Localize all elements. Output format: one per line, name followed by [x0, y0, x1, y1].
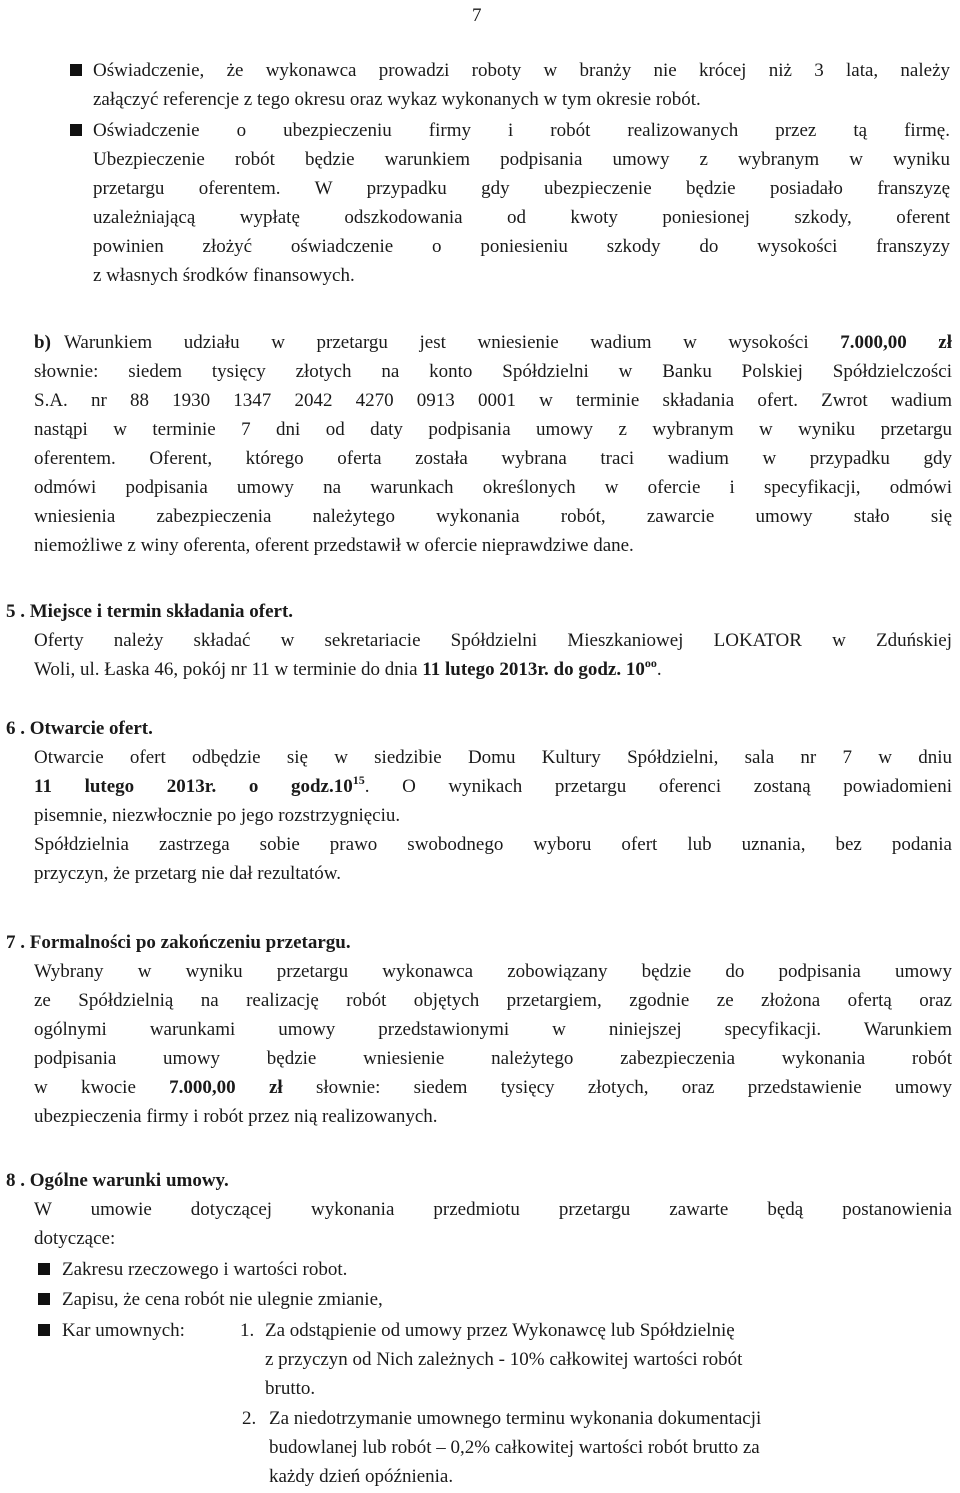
bullet-item-scope: Zakresu rzeczowego i wartości robot.	[62, 1259, 348, 1280]
bullet-square-icon	[38, 1293, 50, 1305]
text-line: podpisania umowy będzie wniesienie należytego zabezpieczenia wykonania robót	[34, 1048, 952, 1069]
kar-label: Kar umownych:	[62, 1320, 185, 1341]
section-7-line5-prefix: w kwocie	[34, 1077, 136, 1098]
section-7	[6, 928, 952, 1131]
text-line: brutto.	[265, 1378, 316, 1399]
section-6	[6, 714, 952, 888]
section-5-line2-end: .	[656, 659, 662, 680]
text-line: nastąpi w terminie 7 dni od daty podpisania umowy z wybranym w wyniku przetargu	[34, 419, 952, 440]
text-line: Wybrany w wyniku przetargu wykonawca zobowiązany będzie do podpisania umowy	[34, 961, 952, 982]
opening-date: 11 lutego 2013r. o godz.10	[34, 776, 353, 797]
text-line: Za odstąpienie od umowy przez Wykonawcę lub Spółdzielnię	[265, 1320, 735, 1341]
text-line: ze Spółdzielnią na realizację robót objętych przetargiem, zgodnie ze złożona ofertą oraz	[34, 990, 952, 1011]
wadium-amount: 7.000,00 zł	[840, 332, 952, 353]
text-line	[34, 772, 952, 801]
text-line: każdy dzień opóźnienia.	[269, 1466, 454, 1487]
kar-item-number: 2.	[242, 1408, 257, 1429]
text-line: Ubezpieczenie robót będzie warunkiem podpisania umowy z wybranym w wyniku	[93, 149, 950, 170]
text-line: powinien złożyć oświadczenie o poniesieniu szkody do wysokości franszyzy	[93, 236, 950, 257]
text-line: słownie: siedem tysięcy złotych na konto Spółdzielni w Banku Polskiej Spółdzielczości	[34, 361, 952, 382]
text-line: dotyczące:	[34, 1228, 116, 1249]
text-line: W umowie dotyczącej wykonania przedmiotu przetargu zawarte będą postanowienia	[34, 1199, 952, 1220]
section-7-heading: 7 . Formalności po zakończeniu przetargu.	[6, 932, 351, 953]
kar-item	[265, 1316, 925, 1403]
security-amount: 7.000,00 zł	[169, 1077, 283, 1098]
opening-minutes: 15	[352, 773, 365, 787]
kar-item-number: 1.	[240, 1320, 255, 1341]
text-line: uzależniającą wypłatę odszkodowania od kwoty poniesionej szkody, oferent	[93, 207, 950, 228]
text-line: S.A. nr 88 1930 1347 2042 4270 0913 0001 w terminie składania ofert. Zwrot wadium	[34, 390, 952, 411]
section-5	[6, 597, 952, 684]
text-line: ogólnymi warunkami umowy przedstawionymi w niniejszej specyfikacji. Warunkiem	[34, 1019, 952, 1040]
text-line: Oferty należy składać w sekretariacie Spółdzielni Mieszkaniowej LOKATOR w Zduńskiej	[34, 630, 952, 651]
bullet-square-icon	[70, 124, 82, 136]
text-line: z przyczyn od Nich zależnych - 10% całkowitej wartości robót	[265, 1349, 743, 1370]
text-line: budowlanej lub robót – 0,2% całkowitej wartości robót brutto za	[269, 1437, 760, 1458]
text-line: przetargu oferentem. W przypadku gdy ubezpieczenie będzie posiadało franszyzę	[93, 178, 950, 199]
section-8	[6, 1166, 952, 1253]
text-line: przyczyn, że przetarg nie dał rezultatów.	[34, 863, 342, 884]
text-line: pisemnie, niezwłocznie po jego rozstrzygnięciu.	[34, 805, 401, 826]
page-number: 7	[472, 5, 482, 26]
deadline-minutes: oo	[644, 656, 657, 670]
section-6-line2-rest: . O wynikach przetargu oferenci zostaną powiadomieni	[364, 776, 953, 797]
text-line	[34, 328, 952, 357]
section-b	[34, 328, 952, 560]
text-line: Otwarcie ofert odbędzie się w siedzibie Domu Kultury Spółdzielni, sala nr 7 w dniu	[34, 747, 952, 768]
text-line: Oświadczenie, że wykonawca prowadzi roboty w branży nie krócej niż 3 lata, należy	[93, 60, 950, 81]
section-8-heading: 8 . Ogólne warunki umowy.	[6, 1170, 229, 1191]
bullet-square-icon	[70, 64, 82, 76]
bullet-item-price: Zapisu, że cena robót nie ulegnie zmianie,	[62, 1289, 383, 1310]
bullet-item-insurance	[93, 116, 950, 290]
text-line: odmówi podpisania umowy na warunkach określonych w ofercie i specyfikacji, odmówi	[34, 477, 952, 498]
text-line	[34, 1073, 952, 1102]
text-line: Oświadczenie o ubezpieczeniu firmy i robót realizowanych przez tą firmę.	[93, 120, 950, 141]
text-line: oferentem. Oferent, którego oferta została wybrana traci wadium w przypadku gdy	[34, 448, 952, 469]
section-b-marker: b)	[34, 332, 51, 353]
text-line: załączyć referencje z tego okresu oraz wykaz wykonanych w tym okresie robót.	[93, 89, 701, 110]
text-line: Za niedotrzymanie umownego terminu wykonania dokumentacji	[269, 1408, 762, 1429]
deadline-date: 11 lutego 2013r. do godz. 10	[422, 659, 645, 680]
text-line: Spółdzielnia zastrzega sobie prawo swobodnego wyboru ofert lub uznania, bez podania	[34, 834, 952, 855]
section-6-heading: 6 . Otwarcie ofert.	[6, 718, 153, 739]
text-line: niemożliwe z winy oferenta, oferent przedstawił w ofercie nieprawdziwe dane.	[34, 535, 634, 556]
section-5-line2-prefix: Woli, ul. Łaska 46, pokój nr 11 w terminie do dnia	[34, 659, 418, 680]
text-line: ubezpieczenia firmy i robót przez nią realizowanych.	[34, 1106, 438, 1127]
section-b-line1-prefix: Warunkiem udziału w przetargu jest wniesienie wadium w wysokości	[64, 332, 809, 353]
bullet-square-icon	[38, 1263, 50, 1275]
section-7-line5-rest: słownie: siedem tysięcy złotych, oraz przedstawienie umowy	[315, 1077, 953, 1098]
kar-item	[269, 1404, 929, 1491]
text-line	[34, 655, 952, 684]
bullet-square-icon	[38, 1324, 50, 1336]
section-5-heading: 5 . Miejsce i termin składania ofert.	[6, 601, 294, 622]
bullet-item-references	[93, 56, 950, 114]
text-line: wniesienia zabezpieczenia należytego wykonania robót, zawarcie umowy stało się	[34, 506, 952, 527]
text-line: z własnych środków finansowych.	[93, 265, 355, 286]
